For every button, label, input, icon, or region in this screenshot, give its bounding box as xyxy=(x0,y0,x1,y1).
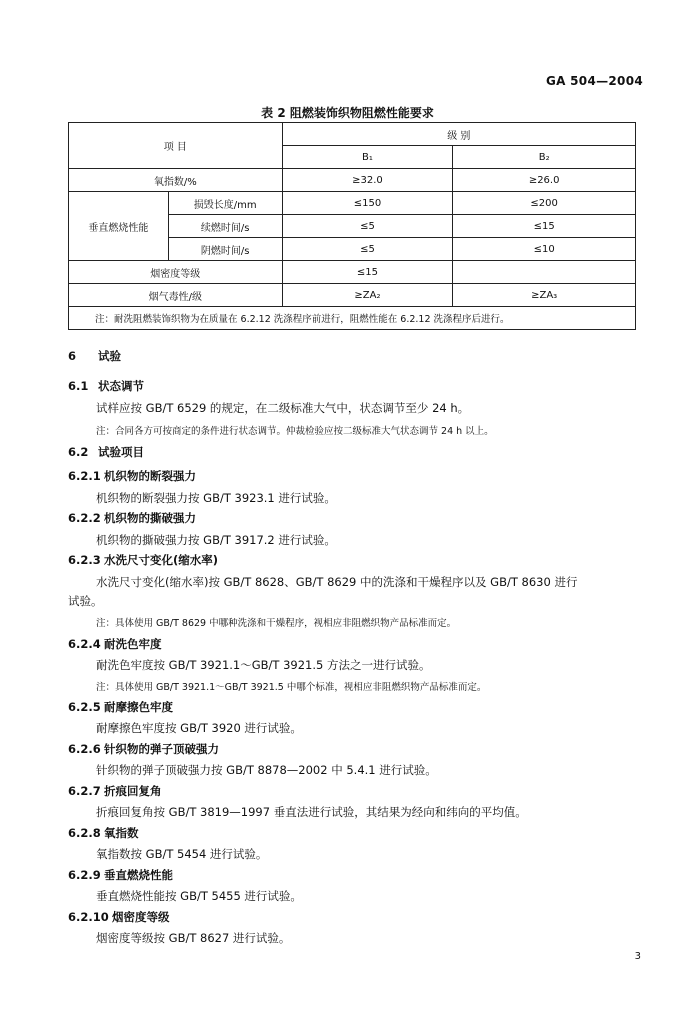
note: 注：具体使用 GB/T 8629 中哪种洗涤和干燥程序，视相应非阻燃织物产品标准而定。 xyxy=(96,618,457,629)
b1-value: ≤5 xyxy=(282,215,453,238)
standard-code: GA 504—2004 xyxy=(545,74,643,88)
note: 注：合同各方可按商定的条件进行状态调节。仲裁检验应按二级标准大气状态调节 24 h 以上。 xyxy=(96,426,494,437)
section-heading: 6.2.5 耐摩擦色牢度 xyxy=(68,700,173,714)
table-row xyxy=(69,192,636,215)
section-heading: 6.2.4 耐洗色牢度 xyxy=(68,637,162,651)
section-heading: 6.1 状态调节 xyxy=(68,379,144,393)
header-b2: B₂ xyxy=(453,146,636,169)
header-item: 项 目 xyxy=(69,123,283,169)
b2-value: ≤200 xyxy=(453,192,636,215)
section-heading: 6.2.9 垂直燃烧性能 xyxy=(68,868,173,882)
paragraph-continuation: 试验。 xyxy=(68,594,103,608)
paragraph: 针织物的弹子顶破强力按 GB/T 8878—2002 中 5.4.1 进行试验。 xyxy=(96,763,437,777)
table-row xyxy=(69,261,636,284)
section-heading: 6.2.8 氧指数 xyxy=(68,826,139,840)
flame-retardant-table xyxy=(68,122,636,330)
table-row xyxy=(69,169,636,192)
b1-value: ≤150 xyxy=(282,192,453,215)
table-row xyxy=(69,284,636,307)
page-number: 3 xyxy=(634,951,641,962)
paragraph: 机织物的撕破强力按 GB/T 3917.2 进行试验。 xyxy=(96,533,336,547)
paragraph: 机织物的断裂强力按 GB/T 3923.1 进行试验。 xyxy=(96,491,336,505)
b1-value: ≤15 xyxy=(282,261,453,284)
section-heading: 6.2.3 水洗尺寸变化(缩水率) xyxy=(68,553,219,567)
header-b1: B₁ xyxy=(282,146,453,169)
section-heading: 6.2.2 机织物的撕破强力 xyxy=(68,511,196,525)
row-label: 氧指数/% xyxy=(69,169,283,192)
paragraph: 耐洗色牢度按 GB/T 3921.1～GB/T 3921.5 方法之一进行试验。 xyxy=(96,658,431,672)
b2-value: ≤10 xyxy=(453,238,636,261)
b1-value: ≤5 xyxy=(282,238,453,261)
b2-value: ≤15 xyxy=(453,215,636,238)
section-heading: 6 试验 xyxy=(68,349,121,363)
paragraph: 折痕回复角按 GB/T 3819—1997 垂直法进行试验，其结果为经向和纬向的平均值。 xyxy=(96,805,527,819)
paragraph: 试样应按 GB/T 6529 的规定，在二级标准大气中，状态调节至少 24 h。 xyxy=(96,401,470,415)
section-heading: 6.2.1 机织物的断裂强力 xyxy=(68,469,196,483)
b1-value: ≥32.0 xyxy=(282,169,453,192)
table-caption: 表 2 阻燃装饰织物阻燃性能要求 xyxy=(261,106,434,120)
row-label: 烟密度等级 xyxy=(69,261,283,284)
paragraph: 水洗尺寸变化(缩水率)按 GB/T 8628、GB/T 8629 中的洗涤和干燥程序以及 GB/T 8630 进行 xyxy=(96,575,578,589)
section-heading: 6.2.7 折痕回复角 xyxy=(68,784,162,798)
section-heading: 6.2.10 烟密度等级 xyxy=(68,910,170,924)
b2-value: ≥ZA₃ xyxy=(453,284,636,307)
paragraph: 氧指数按 GB/T 5454 进行试验。 xyxy=(96,847,268,861)
row-label: 续燃时间/s xyxy=(168,215,282,238)
b2-value xyxy=(453,261,636,284)
note: 注：具体使用 GB/T 3921.1～GB/T 3921.5 中哪个标准，视相应非阻燃织物产品标准而定。 xyxy=(96,682,487,693)
paragraph: 耐摩擦色牢度按 GB/T 3920 进行试验。 xyxy=(96,721,302,735)
section-heading: 6.2.6 针织物的弹子顶破强力 xyxy=(68,742,219,756)
row-label: 烟气毒性/级 xyxy=(69,284,283,307)
row-label: 阴燃时间/s xyxy=(168,238,282,261)
table-note: 注：耐洗阻燃装饰织物为在质量在 6.2.12 洗涤程序前进行，阻燃性能在 6.2.12 洗涤程序后进行。 xyxy=(69,307,636,330)
group-label: 垂直燃烧性能 xyxy=(69,192,169,261)
paragraph: 烟密度等级按 GB/T 8627 进行试验。 xyxy=(96,931,291,945)
paragraph: 垂直燃烧性能按 GB/T 5455 进行试验。 xyxy=(96,889,302,903)
b2-value: ≥26.0 xyxy=(453,169,636,192)
header-level: 级 别 xyxy=(282,123,635,146)
b1-value: ≥ZA₂ xyxy=(282,284,453,307)
section-heading: 6.2 试验项目 xyxy=(68,445,144,459)
row-label: 损毁长度/mm xyxy=(168,192,282,215)
